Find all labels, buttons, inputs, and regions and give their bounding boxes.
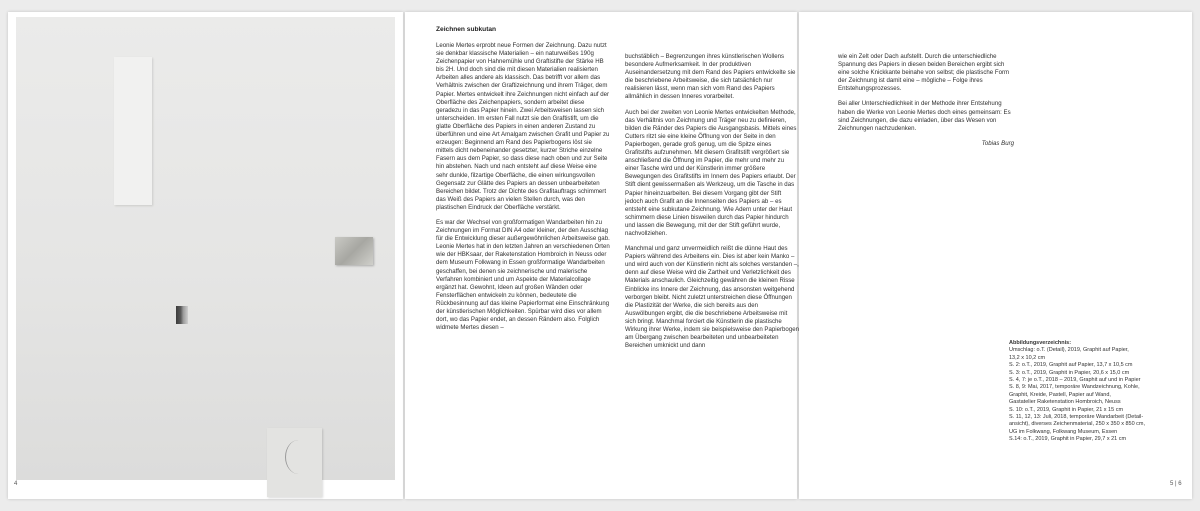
installation-photo xyxy=(16,17,395,480)
page-number-right: 5 | 6 xyxy=(1170,481,1182,487)
credit-line: S. 4, 7: je o.T., 2018 – 2019, Graphit auf und in Papier xyxy=(1009,377,1141,384)
essay-heading: Zeichnen subkutan xyxy=(436,26,497,33)
credit-line: S. 8, 9: Mai, 2017, temporäre Wandzeichnung, Kohle, Graphit, Kreide, Pastell, Papier auf Wand, Gastatelier Raketenstation Hombroich, Neuss xyxy=(1009,384,1140,406)
credits-heading: Abbildungsverzeichnis: xyxy=(1009,340,1072,346)
author-name: Tobias Burg xyxy=(981,139,1014,147)
paragraph: Auch bei der zweiten von Leonie Mertes entwickelten Methode, das Verhältnis von Zeichnung und Träger neu zu definieren, bilden die Ränder des Papiers die Ausgangsbasis. Mittels eines Cutters ritzt sie eine kleine Öffnung von der Seite in den Papierbogen, gerade groß genug, um die Spitze eines Grafitstifts aufzunehmen. Mit diesem Grafitstift vergrößert sie anschließend die Öffnung im Papier, die mehr und mehr zu einer Tasche wird und der Künstlerin immer größere Bewegungen des Grafitstifts im Innern des Papiers erlaubt. Der Stift dient gewissermaßen als Werkzeug, um die Tasche in das Papier hineinzuarbeiten. Bei diesem Vorgang gibt der Stift jedoch auch Grafit an die Innenseiten des Papiers ab – es entsteht eine subkutane Zeichnung. Wie Adern unter der Haut schimmern diese Linien bisweilen durch das Papier hindurch und lassen die Bewegung, mit der der Stift geführt wurde, nachvollziehen. xyxy=(625,108,797,237)
paragraph: wie ein Zelt oder Dach aufstellt. Durch die unterschiedliche Spannung des Papiers in diesen beiden Bereichen ergibt sich eine solche Knickkante beinahe von selbst; die plastische Form der Zeichnung ist damit eine – mögliche – Folge ihres Entstehungsprozesses. xyxy=(838,53,1010,93)
paper-artwork-tall xyxy=(114,57,152,205)
credit-line: S.14: o.T., 2019, Graphit in Papier, 29,7 x 21 cm xyxy=(1009,436,1127,443)
paragraph: Es war der Wechsel von großformatigen Wandarbeiten hin zu Zeichnungen im Format DIN A4 oder kleiner, der den Ausschlag für die Entwicklung dieser außergewöhnlichen Arbeitsweise gab. Leonie Mertes hat in den letzten Jahren an verschiedenen Orten wie der HBKsaar, der Raketenstation Hombroich in Neuss oder dem Museum Folkwang in Essen großformatige Wandarbeiten geschaffen, bei denen sie zeichnerische und malerische Verfahren kombiniert und um Aspekte der Materialcollage ergänzt hat. Gewohnt, Ideen auf großen Wänden oder Fensterflächen entwickeln zu können, bedeutete die Rückbesinnung auf das kleine Papierformat eine Einschränkung der künstlerischen Möglichkeiten. Spürbar wird dies vor allem dort, wo das Papier endet, an dessen Rändern also. Folglich widmete Mertes diesen – xyxy=(436,218,610,332)
graphite-line xyxy=(285,440,312,474)
credit-line: S. 2: o.T., 2019, Graphit auf Papier, 13,7 x 10,5 cm xyxy=(1009,362,1133,369)
paper-artwork-square xyxy=(335,237,373,265)
credit-line: S. 11, 12, 13: Juli, 2018, temporäre Wandarbeit (Detail- ansicht), diverses Zeichenmaterial, 250 x 350 x 850 cm, UG im Folkwang, Folkwang Museum, Essen xyxy=(1009,414,1146,435)
paper-artwork-folded xyxy=(176,306,188,324)
paragraph: Manchmal und ganz unvermeidlich reißt die dünne Haut des Papiers während des Arbeitens ein. Dies ist aber kein Manko – und wird auch von der Künstlerin nicht als solches verstanden –, denn auf diese Weise wird die Zartheit und Verletzlichkeit des Materials anschaulich. Gleichzeitig gewähren die kleinen Risse Einblicke ins Innere der Zeichnung, das ansonsten weitgehend verborgen bleibt. Nicht zuletzt unterstreichen diese Öffnungen die Plastizität der Werke, die sich bereits aus den Auswölbungen ergibt, die die beschriebene Arbeitsweise mit sich bringt. Manchmal forciert die Künstlerin die plastische Wirkung ihrer Werke, indem sie beispielsweise den Papierbogen am Übergang zwischen bearbeiteten und unbearbeiteten Bereichen umknickt und dann xyxy=(625,245,799,350)
credit-line: S. 3: o.T., 2019, Graphit in Papier, 20,6 x 15,0 cm xyxy=(1009,369,1130,376)
paper-artwork-bottom xyxy=(267,428,322,497)
paragraph: Bei aller Unterschiedlichkeit in der Methode ihrer Entstehung haben die Werke von Leonie Mertes doch eines gemeinsam: Es sind Zeichnungen, die dazu einladen, über das Wesen von Zeichnungen nachzudenken. xyxy=(838,100,1011,132)
page-number-left: 4 xyxy=(14,481,18,487)
credit-line: S. 10: o.T., 2019, Graphit in Papier, 21 x 15 cm xyxy=(1009,406,1124,413)
text-column-3 xyxy=(838,53,1014,155)
image-credits xyxy=(1009,340,1179,444)
credit-line: Umschlag: o.T. (Detail), 2019, Graphit auf Papier, 13,2 x 10,2 cm xyxy=(1009,347,1129,361)
paragraph: Leonie Mertes erprobt neue Formen der Zeichnung. Dazu nutzt sie denkbar klassische Materialien – ein naturweißes 190g Zeichenpapier von Hahnemühle und Graftistifte der Stärke HB bis 2H. Und doch sind die mit diesen Materialien realisierten Arbeiten alles andere als klassisch. Das betrifft vor allem das Verhältnis zwischen der Graftizeichnung und ihrem Träger, dem Papier. Mertes entwickelt ihre Zeichnungen nicht einfach auf der Oberfläche des Zeichenpapiers, sondern arbeitet diese geradezu in das Papier hinein. Zwei Arbeitsweisen lassen sich unterscheiden. Im ersten Fall nutzt sie den Graftistift, um die glatte Oberfläche des Papiers in einen anderen Zustand zu überführen und eine Art Amalgam zwischen Grafit und Papier zu erzeugen: Beginnend am Rand des Papierbogens löst sie mittels dicht nebeneinander gesetzter, kurzer Striche einzelne Fasern aus dem Papier, so dass diese nach oben und zur Seite hin abstehen. Nach und nach entsteht auf diese Weise eine sehr dunkle, filzartige Oberfläche, die einen wirkungsvollen Gegensatz zur Glätte des Papiers an dessen unbearbeiteten Bereichen bildet. Trotz der Dichte des Grafitauftrags schimmert das Weiß des Papiers an vielen Stellen durch, was den plastischen Eindruck der Oberfläche verstärkt. xyxy=(436,42,610,211)
text-column-2 xyxy=(625,53,799,357)
text-column-1 xyxy=(436,26,610,339)
paragraph: buchstäblich – Begrenzungen ihres künstlerischen Wollens besondere Aufmerksamkeit. In der produktiven Auseinandersetzung mit dem Rand des Papiers entwickelte sie die beschriebene Arbeitsweise, die sich tatsächlich nur realisieren lässt, wenn man sich vom Rand des Papiers allmählich in dessen Inneres vorarbeitet. xyxy=(625,53,796,101)
